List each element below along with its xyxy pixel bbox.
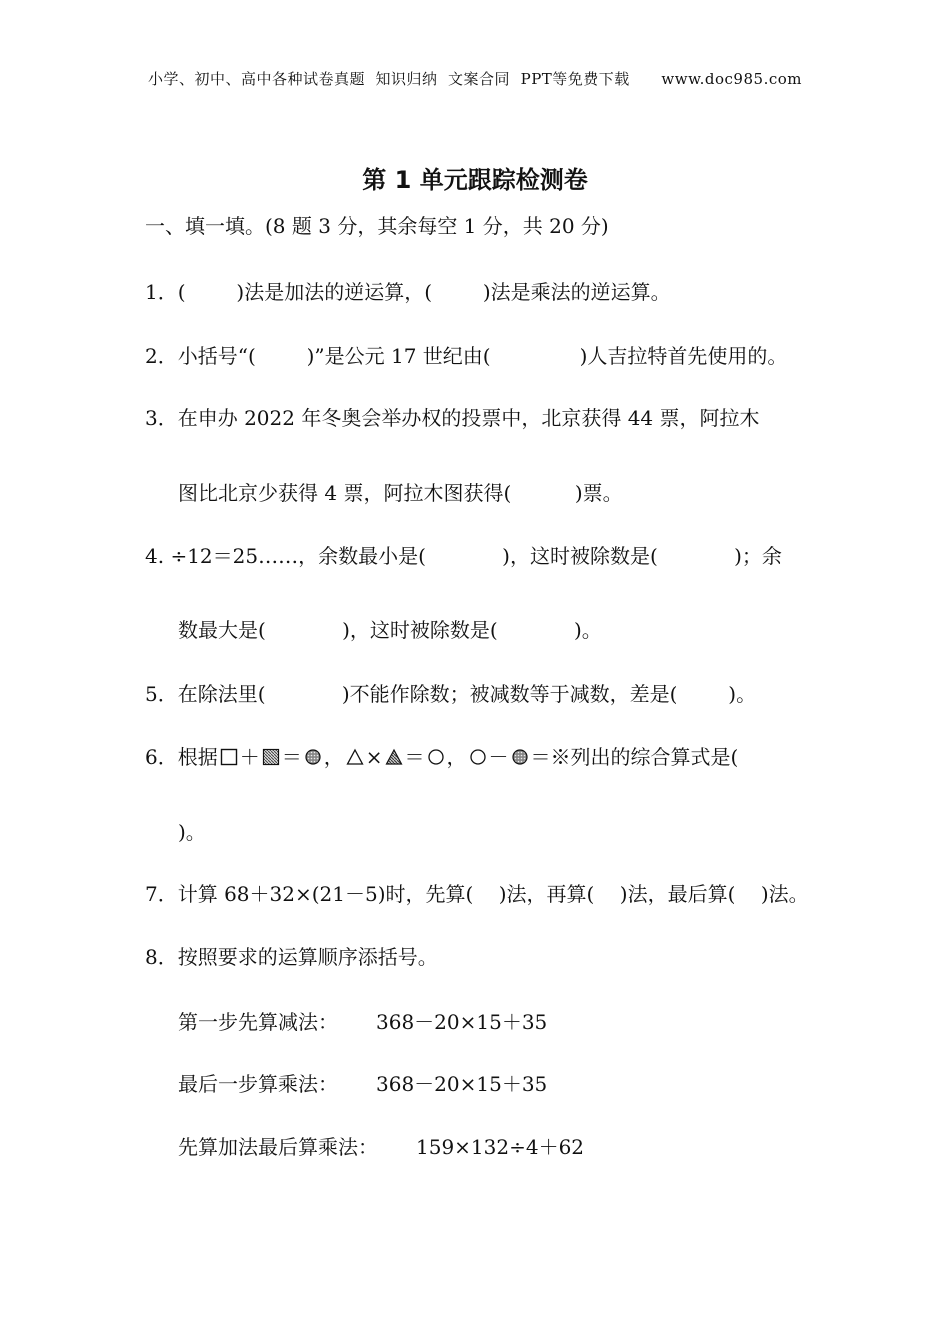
question-3-line-1: 3．在申办 2022 年冬奥会举办权的投票中，北京获得 44 票，阿拉木 [145, 406, 760, 430]
section-heading: 一、填一填。(8 题 3 分，其余每空 1 分，共 20 分) [145, 214, 609, 238]
empty-circle-icon [427, 748, 445, 766]
question-3-line-2: 图比北京少获得 4 票，阿拉木图获得( )票。 [178, 481, 623, 505]
empty-square-icon [220, 748, 238, 766]
q8-item-label: 第一步先算减法： [178, 1010, 338, 1034]
hatched-square-icon [262, 748, 280, 766]
question-6-line-2: )。 [178, 820, 206, 844]
question-6 [145, 743, 738, 771]
q8-item-label: 先算加法最后算乘法： [178, 1135, 378, 1159]
empty-circle-icon [469, 748, 487, 766]
q8-item-label: 最后一步算乘法： [178, 1072, 338, 1096]
plus-sign: ＋ [239, 745, 260, 769]
hatched-triangle-icon [385, 748, 403, 766]
q8-item-2 [178, 1070, 547, 1098]
comma: ， [323, 745, 344, 769]
minus-sign: － [488, 745, 509, 769]
question-5: 5．在除法里( )不能作除数；被减数等于减数，差是( )。 [145, 682, 757, 706]
q8-item-expression: 368－20×15＋35 [376, 1010, 548, 1034]
empty-triangle-icon [346, 748, 364, 766]
question-1: 1．( )法是加法的逆运算，( )法是乘法的逆运算。 [145, 280, 671, 304]
q8-item-1 [178, 1008, 547, 1036]
page-title: 第 1 单元跟踪检测卷 [362, 166, 588, 194]
page-header: 小学、初中、高中各种试卷真题 知识归纳 文案合同 PPT等免费下载 www.doc985.com [147, 70, 802, 88]
dotted-circle-icon [304, 748, 322, 766]
q8-item-3 [178, 1133, 584, 1161]
q8-item-expression: 368－20×15＋35 [376, 1072, 548, 1096]
equals-sign: ＝ [281, 745, 302, 769]
q8-item-expression: 159×132÷4＋62 [416, 1135, 585, 1159]
question-4-line-2: 数最大是( )，这时被除数是( )。 [178, 618, 602, 642]
question-7: 7．计算 68＋32×(21－5)时，先算( )法，再算( )法，最后算( )法。 [145, 882, 809, 906]
dotted-circle-icon [511, 748, 529, 766]
times-sign: × [365, 745, 383, 769]
q6-prefix: 6．根据 [145, 745, 218, 769]
question-2: 2．小括号“( )”是公元 17 世纪由( )人吉拉特首先使用的。 [145, 344, 788, 368]
question-8: 8．按照要求的运算顺序添括号。 [145, 945, 438, 969]
comma: ， [446, 745, 467, 769]
q6-suffix: ＝※列出的综合算式是( [530, 745, 739, 769]
equals-sign: ＝ [404, 745, 425, 769]
question-4-line-1: 4. ÷12＝25……，余数最小是( )，这时被除数是( )；余 [145, 544, 782, 568]
